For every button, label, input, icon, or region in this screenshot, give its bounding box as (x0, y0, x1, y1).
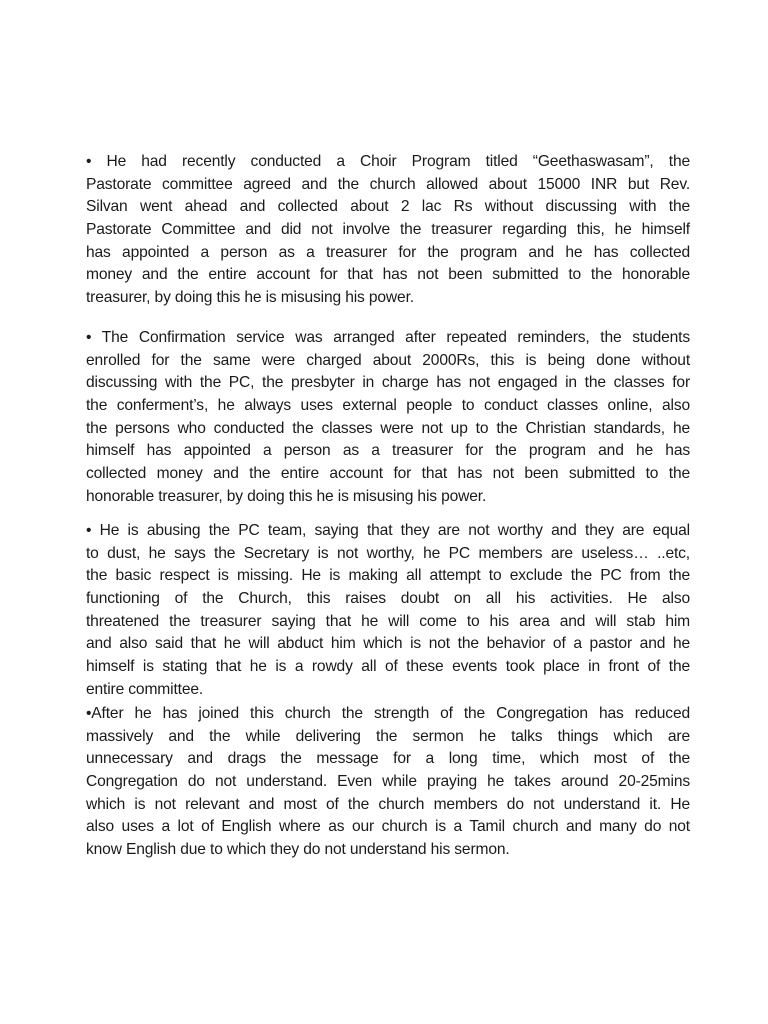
text-line: himself is stating that he is a rowdy all of these events took place in front of the (86, 658, 690, 676)
text-line: threatened the treasurer saying that he will come to his area and will stab him (86, 612, 690, 630)
text-line: to dust, he says the Secretary is not worthy, he PC members are useless… ..etc, (86, 544, 690, 562)
text-line: money and the entire account for that has not been submitted to the honorable (86, 266, 690, 284)
text-line: the basic respect is missing. He is making all attempt to exclude the PC from the (86, 567, 690, 585)
text-line: and also said that he will abduct him which is not the behavior of a pastor and he (86, 635, 690, 653)
text-line: know English due to which they do not understand his sermon. (86, 841, 510, 859)
text-line: treasurer, by doing this he is misusing his power. (86, 289, 414, 307)
text-line: Silvan went ahead and collected about 2 lac Rs without discussing with the (86, 198, 690, 216)
text-line: which is not relevant and most of the church members do not understand it. He (86, 795, 690, 813)
text-line: the conferment’s, he always uses external people to conduct classes online, also (86, 397, 690, 415)
text-line: Pastorate committee agreed and the church allowed about 15000 INR but Rev. (86, 175, 690, 193)
text-line: collected money and the entire account for that has not been submitted to the (86, 465, 690, 483)
text-line: • The Confirmation service was arranged after repeated reminders, the students (86, 329, 690, 346)
text-line: entire committee. (86, 680, 204, 698)
text-line: • He had recently conducted a Choir Program titled “Geethaswasam”, the (86, 153, 690, 170)
paragraph-congregation-reduced (86, 703, 690, 862)
text-line: Pastorate Committee and did not involve the treasurer regarding this, he himself (86, 221, 690, 239)
text-line: himself has appointed a person as a treasurer for the program and he has (86, 442, 690, 460)
text-line: has appointed a person as a treasurer for the program and he has collected (86, 243, 690, 261)
text-line: •After he has joined this church the strength of the Congregation has reduced (86, 705, 690, 722)
text-line: • He is abusing the PC team, saying that they are not worthy and they are equal (86, 522, 690, 539)
text-line: the persons who conducted the classes were not up to the Christian standards, he (86, 419, 690, 437)
text-line: also uses a lot of English where as our church is a Tamil church and many do not (86, 818, 690, 836)
text-line: unnecessary and drags the message for a long time, which most of the (86, 750, 690, 768)
text-line: discussing with the PC, the presbyter in charge has not engaged in the classes for (86, 374, 690, 392)
text-line: functioning of the Church, this raises doubt on all his activities. He also (86, 590, 690, 608)
text-line: Congregation do not understand. Even while praying he takes around 20-25mins (86, 773, 690, 791)
text-line: honorable treasurer, by doing this he is misusing his power. (86, 487, 487, 505)
paragraph-confirmation-service (86, 327, 690, 509)
paragraph-abusing-pc-team (86, 520, 690, 702)
text-line: enrolled for the same were charged about 2000Rs, this is being done without (86, 351, 690, 369)
text-line: massively and the while delivering the sermon he talks things which are (86, 727, 690, 745)
paragraph-choir-program (86, 151, 690, 310)
